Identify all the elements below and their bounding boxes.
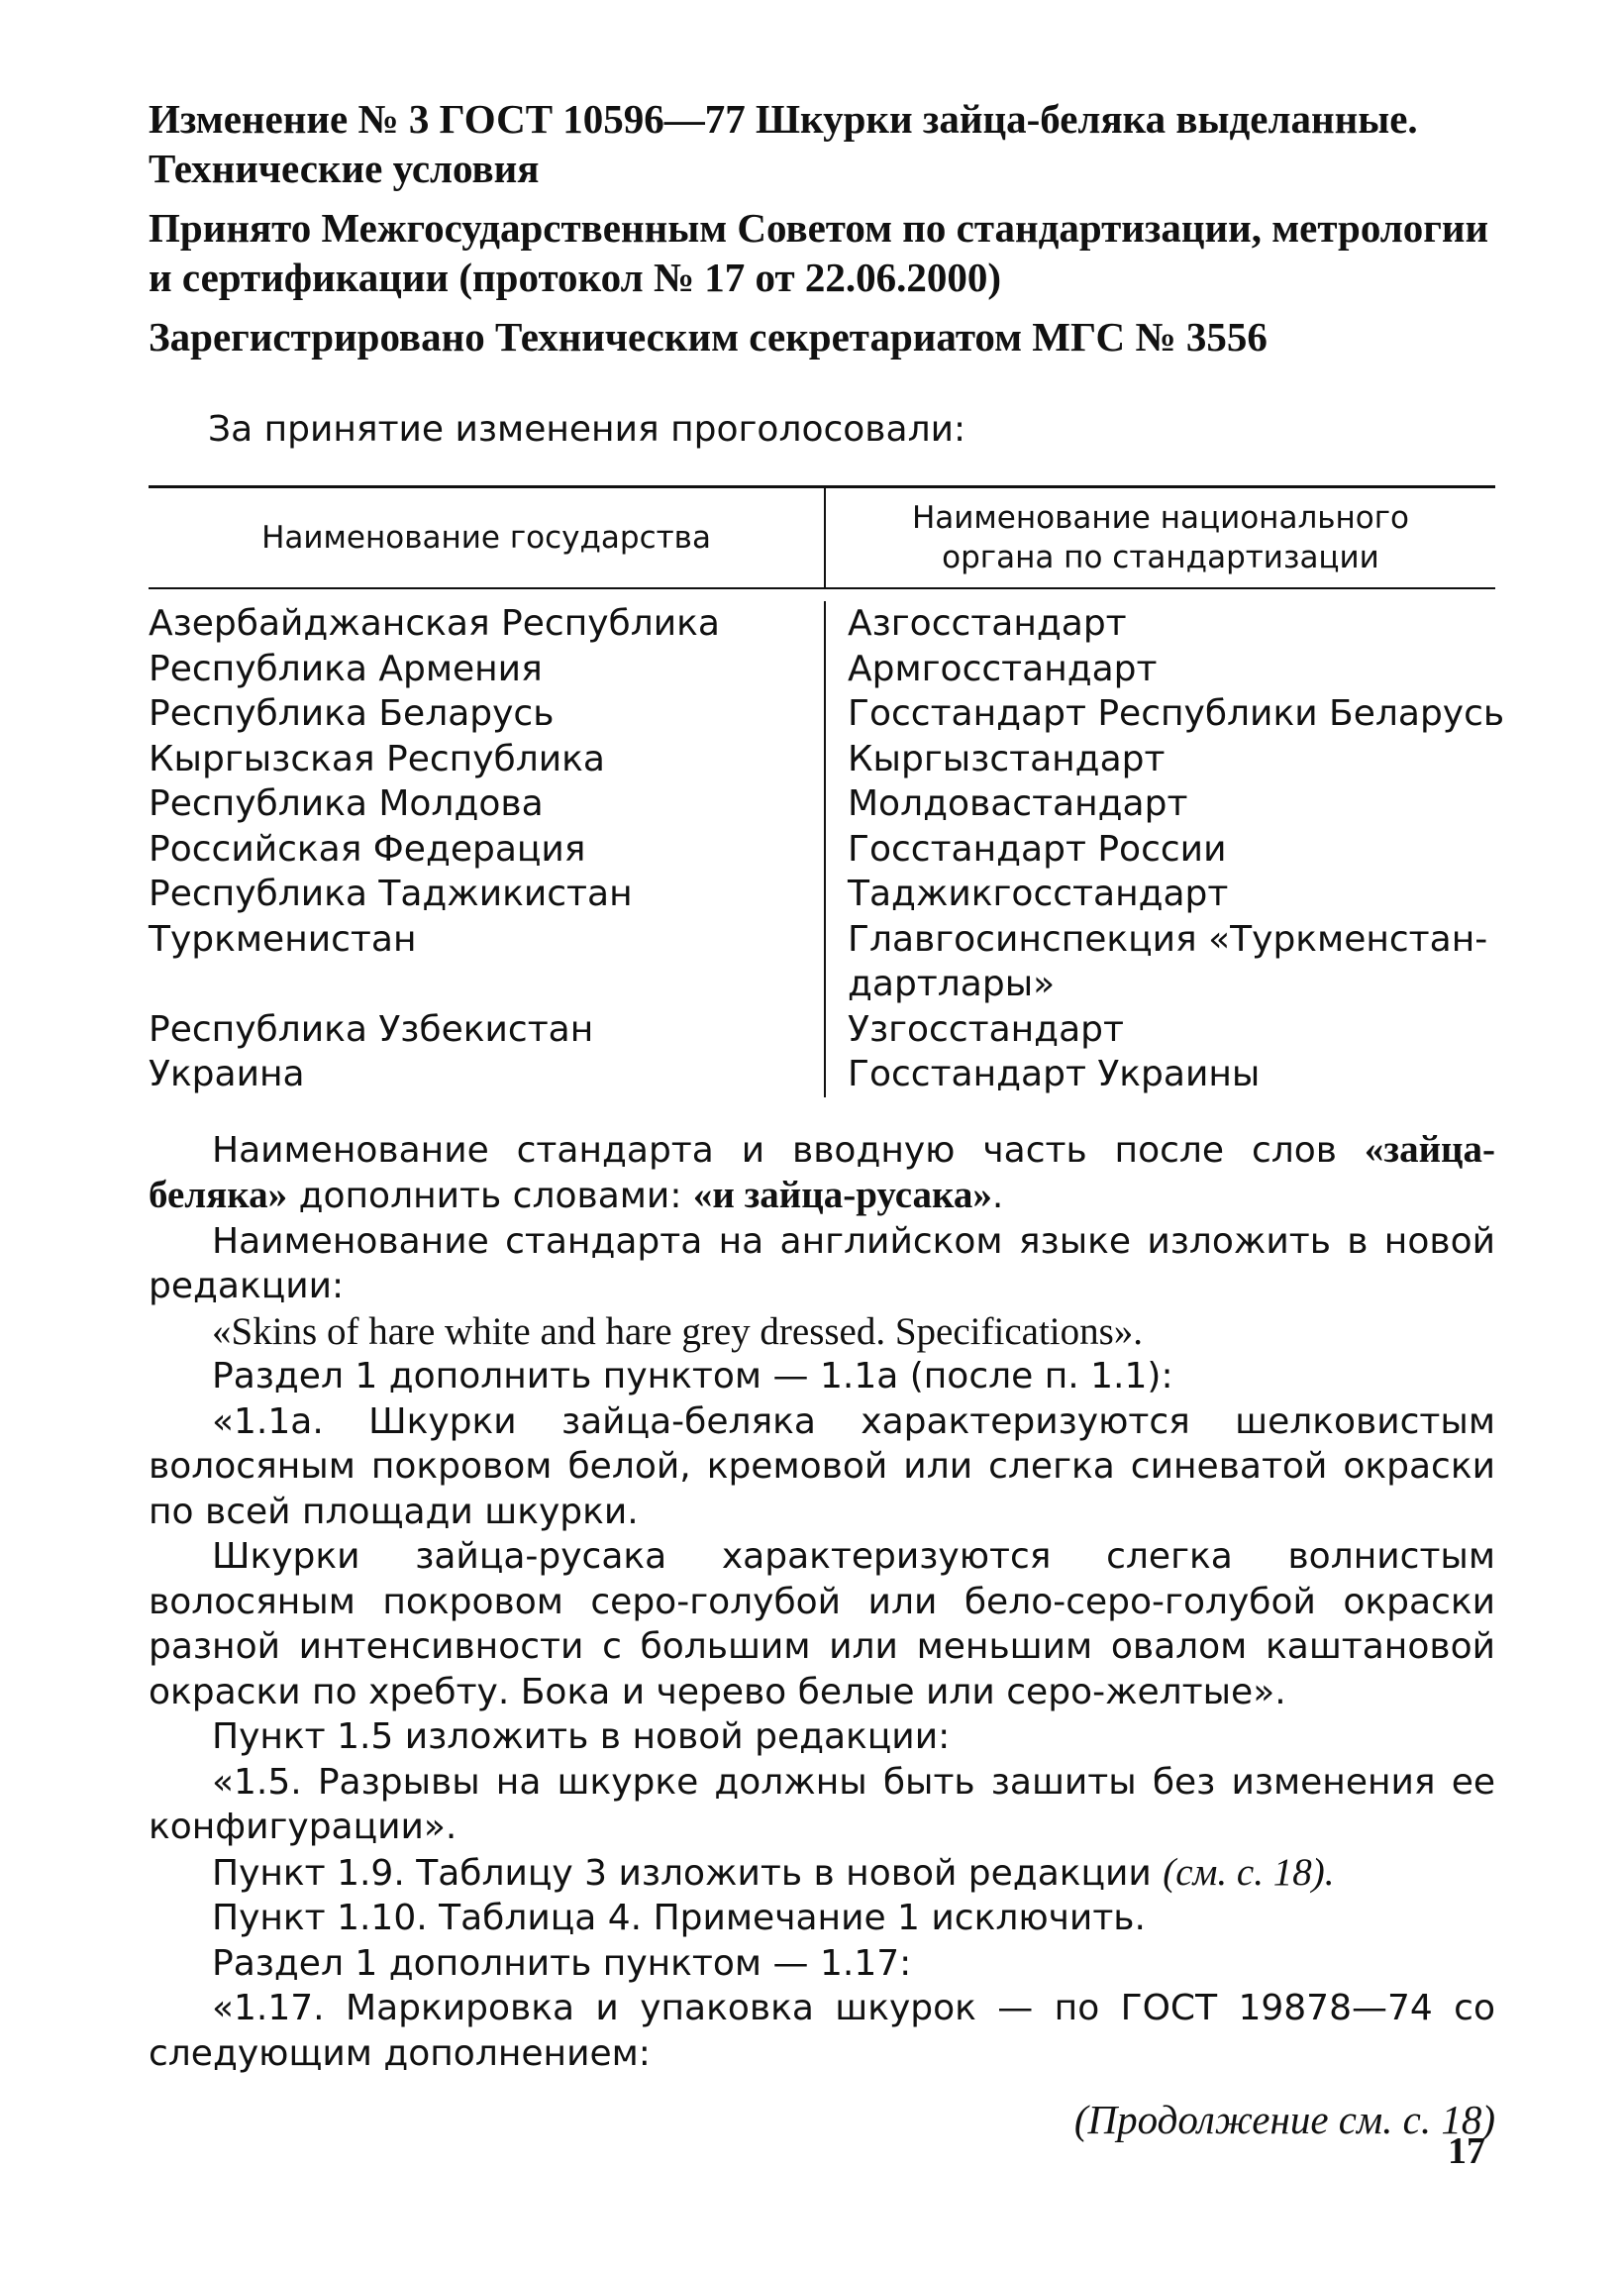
col-body-header-line2: органа по стандартизации [942, 540, 1379, 575]
table-cell-state: Кыргызская Республика [149, 738, 605, 779]
table-cell-body: Госстандарт Украины [848, 1054, 1261, 1094]
registration-note: Зарегистрировано Техническим секретариатом МГС № 3556 [149, 314, 1268, 360]
table-cell-state: Республика Таджикистан [149, 874, 633, 914]
states-column [149, 601, 824, 1097]
table-cell-body: Армгосстандарт [848, 648, 1158, 689]
vote-intro: За принятие изменения проголосовали: [208, 409, 966, 450]
amendment-title: Изменение № 3 ГОСТ 10596—77 Шкурки зайца-беляка выделанные. Технические условия [149, 96, 1418, 191]
table-cell-body: Молдовастандарт [848, 783, 1188, 824]
table-cell-state: Республика Молдова [149, 783, 544, 824]
continuation-note: (Продолжение см. с. 18) [1073, 2097, 1495, 2142]
paragraph: «1.17. Маркировка и упаковка шкурок — по ГОСТ 19878—74 со следующим дополнением: [149, 1988, 1495, 2074]
table-cell-state: Республика Армения [149, 648, 543, 689]
paragraph: Наименование стандарта на английском языке изложить в новой редакции: [149, 1220, 1495, 1306]
bodies-column [824, 601, 1505, 1097]
table-cell-body: Госстандарт Республики Беларусь [848, 693, 1505, 734]
paragraph: «1.5. Разрывы на шкурке должны быть зашиты без изменения ее конфигурации». [149, 1761, 1495, 1847]
table-cell-body: Узгосстандарт [848, 1008, 1124, 1050]
table-cell-state: Украина [149, 1054, 305, 1094]
paragraph: Шкурки зайца-русака характеризуются слегка волнистым волосяным покровом серо-голубой или бело-серо-голубой окраски разной интенсивности с большим или меньшим овалом каштановой окраски по хребту. Бока и черево белые или серо-желтые». [149, 1536, 1495, 1712]
paragraph: Пункт 1.10. Таблица 4. Примечание 1 исключить. [212, 1898, 1146, 1938]
table-cell-body: Таджикгосстандарт [848, 874, 1229, 914]
paragraph: Пункт 1.5 изложить в новой редакции: [212, 1716, 951, 1757]
table-cell-body: Кыргызстандарт [848, 738, 1166, 779]
paragraph: «1.1а. Шкурки зайца-беляка характеризуются шелковистым волосяным покровом белой, кремовой или слегка синеватой окраски по всей площади шкурки. [149, 1400, 1495, 1532]
paragraph [149, 1127, 1495, 1219]
page-reference: (см. с. 18). [1163, 1850, 1335, 1894]
table-cell-body: Госстандарт России [848, 828, 1227, 870]
bold-quote: «и зайца-русака» [692, 1174, 992, 1216]
paragraph [149, 1850, 1495, 1897]
paragraph: «Skins of hare white and hare grey dressed. Specifications». [212, 1309, 1144, 1353]
col-body-header-line1: Наименование национального [911, 500, 1410, 536]
table-header [149, 488, 1495, 589]
table-cell-state: Азербайджанская Республика [149, 603, 720, 644]
table-cell-body: Главгосинспекция «Туркменстан-дартлары» [848, 918, 1488, 1004]
table-cell-body: Азгосстандарт [848, 603, 1127, 644]
table-cell-state: Республика Узбекистан [149, 1008, 594, 1050]
text-run: Пункт 1.9. Таблицу 3 изложить в новой редакции [212, 1852, 1164, 1894]
amendment-body [149, 1127, 1495, 2077]
table-cell-state: Российская Федерация [149, 828, 586, 870]
table-body [149, 589, 1505, 1097]
paragraph: Раздел 1 дополнить пунктом — 1.17: [212, 1942, 912, 1984]
table-cell-state: Республика Беларусь [149, 693, 555, 734]
paragraph: Раздел 1 дополнить пунктом — 1.1а (после п. 1.1): [212, 1356, 1173, 1396]
col-body-header [824, 488, 1495, 587]
adoption-note: Принято Межгосударственным Советом по стандартизации, метрологии и сертификации (протокол № 17 от 22.06.2000) [149, 205, 1489, 300]
bold-quote: «зайца-беляка» [149, 1127, 1495, 1216]
text-run: . [991, 1176, 1004, 1216]
text-run: Наименование стандарта и вводную часть после слов [212, 1129, 1365, 1171]
table-cell-state: Туркменистан [149, 918, 417, 960]
text-run: дополнить словами: [287, 1176, 693, 1216]
page-number: 17 [1448, 2130, 1485, 2172]
col-state-header: Наименование государства [261, 520, 711, 556]
voting-table [149, 485, 1505, 1097]
document-page [149, 94, 1505, 2143]
